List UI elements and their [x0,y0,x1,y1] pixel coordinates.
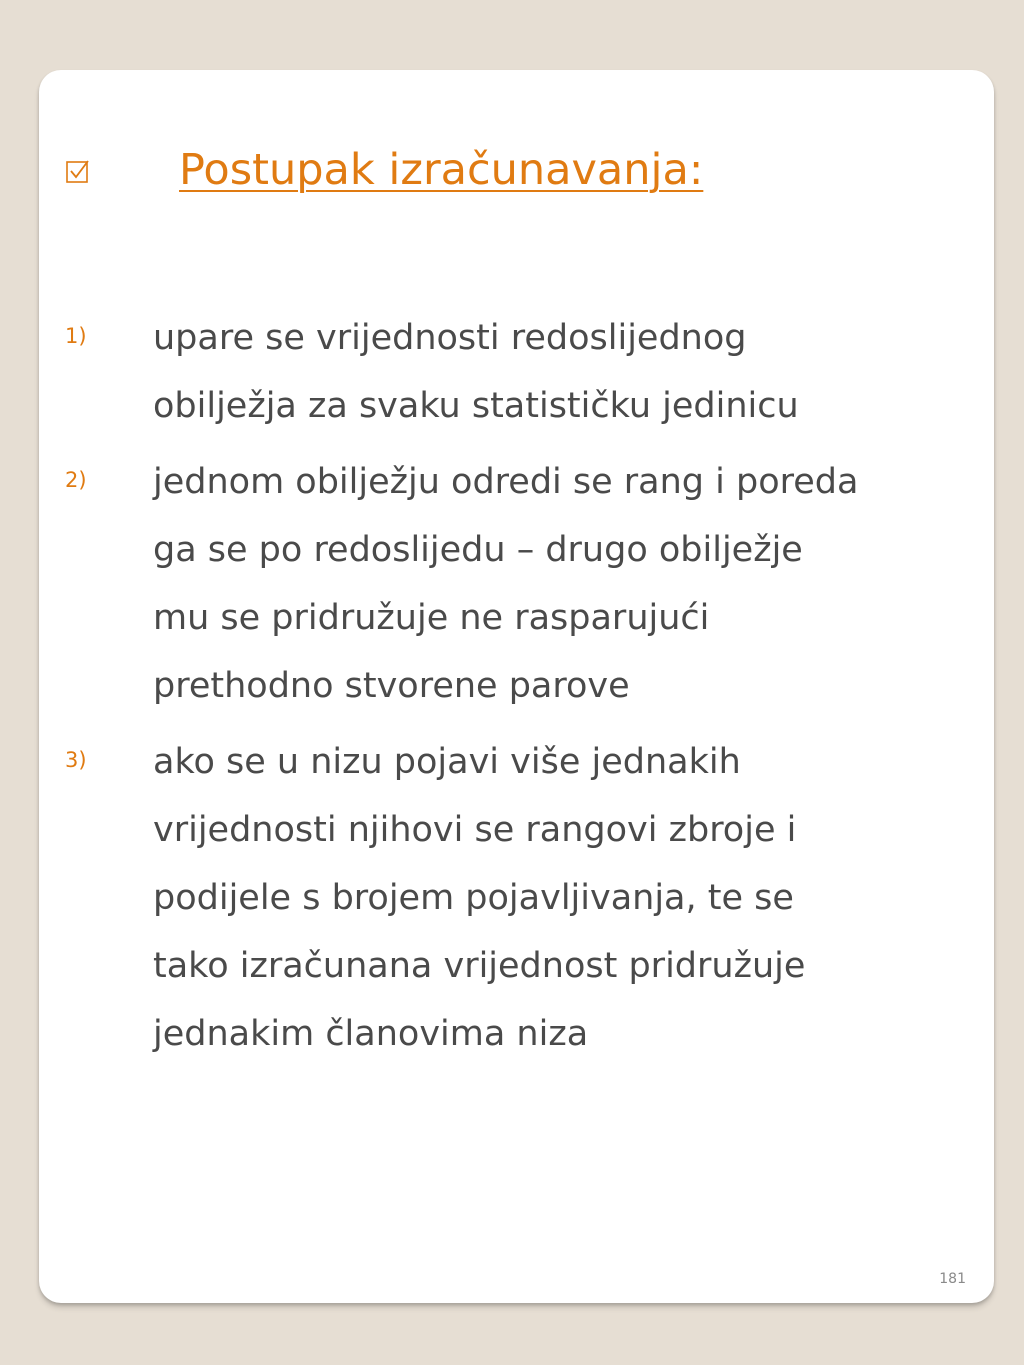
list-item-text [153,728,943,1068]
list-item-number: 3) [65,748,87,772]
list-item-1 [65,304,965,440]
list-item-3 [65,728,965,1068]
list-item-2 [65,448,965,720]
checkbox-checked-icon [65,158,91,184]
text-line: obilježja za svaku statističku jedinicu [153,386,799,426]
text-line: tako izračunana vrijednost pridružuje [153,946,806,986]
slide-number: 181 [939,1271,966,1287]
text-line: jednom obilježju odredi se rang i poreda [153,462,859,502]
text-line: prethodno stvorene parove [153,666,630,706]
list-item-text [153,304,943,440]
text-line: jednakim članovima niza [153,1014,589,1054]
list-item-text [153,448,943,720]
title-row [65,140,965,200]
list-item-number: 2) [65,468,87,492]
text-line: upare se vrijednosti redoslijednog [153,318,747,358]
text-line: ga se po redoslijedu – drugo obilježje [153,530,803,570]
text-line: vrijednosti njihovi se rangovi zbroje i [153,810,797,850]
text-line: podijele s brojem pojavljivanja, te se [153,878,794,918]
text-line: ako se u nizu pojavi više jednakih [153,742,741,782]
numbered-list [65,304,965,1076]
list-item-number: 1) [65,324,87,348]
text-line: mu se pridružuje ne rasparujući [153,598,710,638]
slide-card [39,70,994,1303]
slide-title: Postupak izračunavanja: [179,145,704,195]
